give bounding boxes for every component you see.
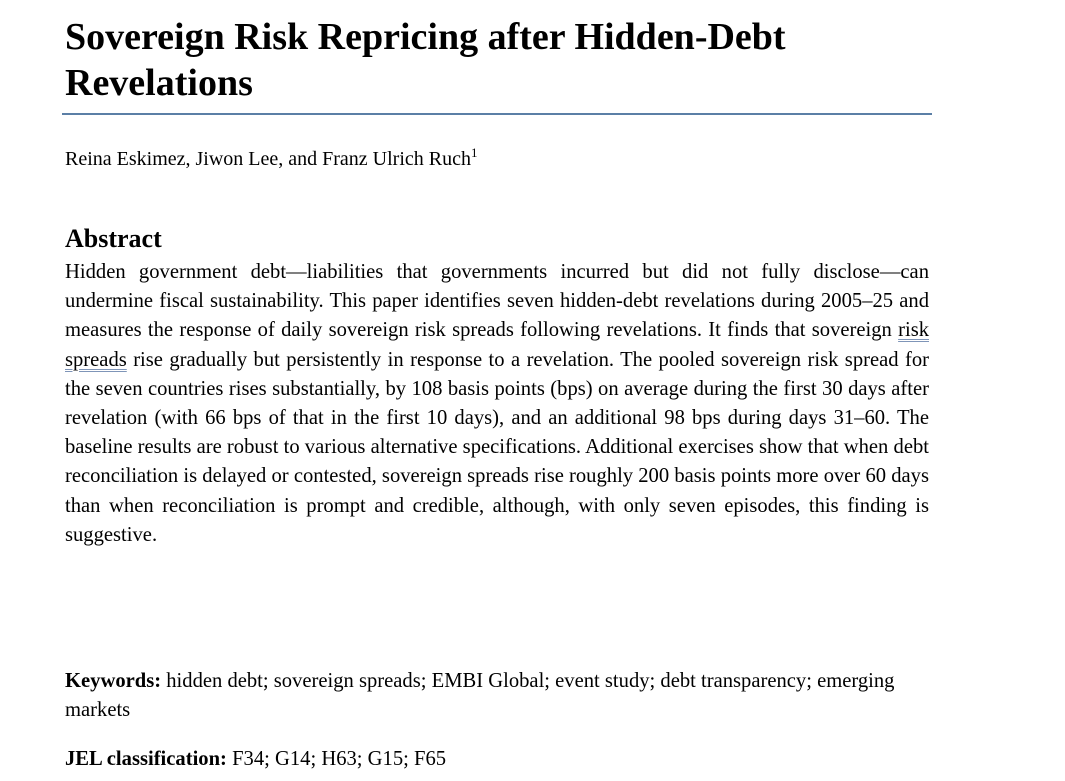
keywords-line bbox=[65, 667, 929, 725]
abstract-text bbox=[65, 258, 929, 550]
jel-label: JEL classification: bbox=[65, 748, 227, 770]
abstract-text-part-2: rise gradually but persistently in response to a revelation. The pooled sovereign risk spread for the seven countries rises substantially, by 108 basis points (bps) on average during the first 30 days after revelation (with 66 bps of that in the first 10 days), and an additional 98 bps during days 31–60. The baseline results are robust to various alternative specifications. Additional exercises show that when debt reconciliation is delayed or contested, sovereign spreads rise roughly 200 basis points more over 60 days than when reconciliation is prompt and credible, although, with only seven episodes, this finding is suggestive. bbox=[65, 348, 929, 546]
author-names: Reina Eskimez, Jiwon Lee, and Franz Ulrich Ruch bbox=[65, 148, 471, 170]
author-line bbox=[65, 146, 478, 172]
keywords-text: hidden debt; sovereign spreads; EMBI Global; event study; debt transparency; emerging markets bbox=[65, 670, 895, 721]
abstract-text-part-1: Hidden government debt—liabilities that governments incurred but did not fully disclose—can undermine fiscal sustainability. This paper identifies seven hidden-debt revelations during 2005–25 and measures the response of daily sovereign risk spreads following revelations. It finds that sovereign bbox=[65, 261, 929, 342]
paper-title: Sovereign Risk Repricing after Hidden-Debt Revelations bbox=[65, 16, 786, 104]
grammar-suggestion-underline[interactable]: risk spreads bbox=[65, 319, 929, 371]
jel-codes: F34; G14; H63; G15; F65 bbox=[232, 748, 447, 770]
title-divider bbox=[62, 113, 932, 115]
jel-classification-line bbox=[65, 745, 929, 774]
author-footnote-marker[interactable]: 1 bbox=[471, 145, 478, 160]
keywords-label: Keywords: bbox=[65, 670, 162, 692]
abstract-heading: Abstract bbox=[65, 224, 162, 253]
